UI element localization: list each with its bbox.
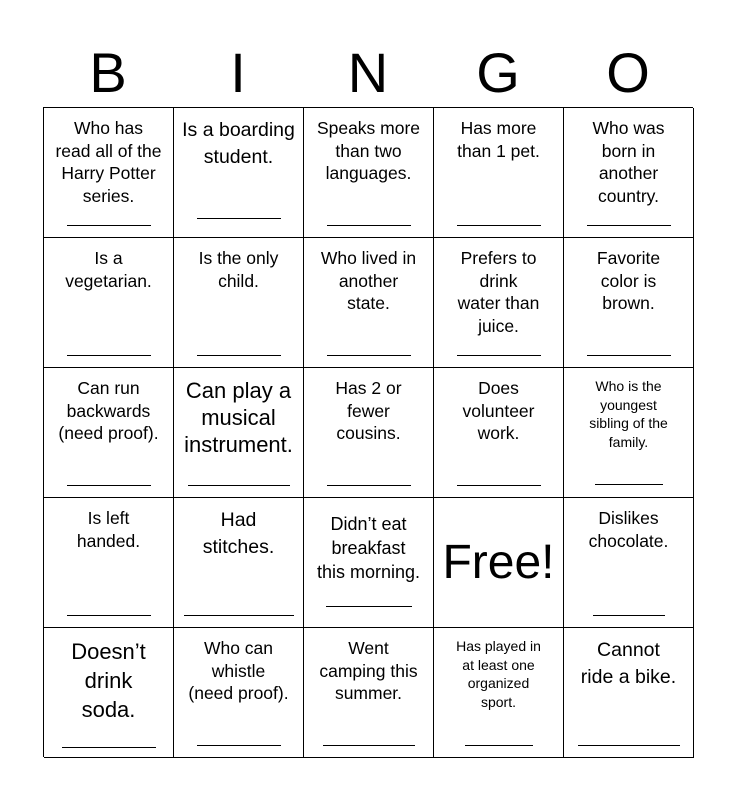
- cell-text: Can run backwards (need proof).: [58, 378, 159, 443]
- bingo-cell-r2c1[interactable]: [44, 238, 174, 368]
- bingo-cell-r5c4[interactable]: [434, 628, 564, 758]
- signature-line[interactable]: [587, 225, 671, 226]
- header-letter-b: B: [89, 41, 127, 104]
- header-letter-i: I: [230, 41, 246, 104]
- cell-text: Went camping this summer.: [319, 638, 418, 703]
- bingo-cell-r3c5[interactable]: [564, 368, 694, 498]
- bingo-cell-r1c5[interactable]: [564, 108, 694, 238]
- signature-line[interactable]: [67, 485, 151, 486]
- cell-text: Can play a musical instrument.: [184, 378, 293, 457]
- signature-line[interactable]: [595, 484, 663, 485]
- bingo-cell-r3c1[interactable]: [44, 368, 174, 498]
- signature-line[interactable]: [327, 225, 411, 226]
- signature-line[interactable]: [465, 745, 533, 746]
- bingo-cell-r2c3[interactable]: [304, 238, 434, 368]
- signature-line[interactable]: [457, 485, 541, 486]
- cell-text: Who has read all of the Harry Potter series.: [55, 118, 162, 206]
- cell-text: Dislikes chocolate.: [588, 508, 669, 551]
- bingo-header: [43, 40, 693, 106]
- bingo-cell-r1c2[interactable]: [174, 108, 304, 238]
- cell-text: Who was born in another country.: [592, 118, 665, 206]
- signature-line[interactable]: [327, 355, 411, 356]
- bingo-cell-r4c3[interactable]: [304, 498, 434, 628]
- signature-line[interactable]: [457, 225, 541, 226]
- bingo-cell-r2c5[interactable]: [564, 238, 694, 368]
- cell-text: Prefers to drink water than juice.: [457, 248, 540, 336]
- header-letter-o: O: [606, 41, 650, 104]
- free-space-label: Free!: [442, 535, 555, 589]
- bingo-grid: [43, 107, 693, 757]
- bingo-cell-r2c2[interactable]: [174, 238, 304, 368]
- bingo-cell-r4c1[interactable]: [44, 498, 174, 628]
- bingo-cell-r5c5[interactable]: [564, 628, 694, 758]
- cell-text: Doesn’t drink soda.: [71, 639, 146, 722]
- signature-line[interactable]: [67, 225, 151, 226]
- header-letter-n: N: [347, 41, 389, 104]
- signature-line[interactable]: [326, 606, 412, 607]
- signature-line[interactable]: [578, 745, 680, 746]
- signature-line[interactable]: [323, 745, 415, 746]
- bingo-cell-r5c2[interactable]: [174, 628, 304, 758]
- bingo-cell-r5c1[interactable]: [44, 628, 174, 758]
- cell-text: Has played in at least one organized sport.: [456, 638, 541, 710]
- signature-line[interactable]: [197, 355, 281, 356]
- cell-text: Is a boarding student.: [182, 119, 295, 168]
- cell-text: Has more than 1 pet.: [457, 118, 540, 161]
- cell-text: Who can whistle (need proof).: [188, 638, 289, 703]
- cell-text: Who lived in another state.: [320, 248, 417, 313]
- cell-text: Has 2 or fewer cousins.: [335, 378, 402, 443]
- bingo-cell-r4c2[interactable]: [174, 498, 304, 628]
- bingo-cell-r4c5[interactable]: [564, 498, 694, 628]
- bingo-cell-r3c2[interactable]: [174, 368, 304, 498]
- cell-text: Favorite color is brown.: [596, 248, 661, 313]
- header-letter-g: G: [476, 41, 520, 104]
- cell-text: Cannot ride a bike.: [580, 639, 677, 688]
- bingo-cell-r3c4[interactable]: [434, 368, 564, 498]
- signature-line[interactable]: [67, 615, 151, 616]
- signature-line[interactable]: [587, 355, 671, 356]
- cell-text: Didn’t eat breakfast this morning.: [316, 514, 421, 582]
- cell-text: Had stitches.: [202, 509, 275, 558]
- signature-line[interactable]: [67, 355, 151, 356]
- bingo-cell-r3c3[interactable]: [304, 368, 434, 498]
- bingo-cell-r1c3[interactable]: [304, 108, 434, 238]
- bingo-cell-r1c1[interactable]: [44, 108, 174, 238]
- signature-line[interactable]: [593, 615, 665, 616]
- bingo-cell-r1c4[interactable]: [434, 108, 564, 238]
- signature-line[interactable]: [327, 485, 411, 486]
- signature-line[interactable]: [188, 485, 290, 486]
- cell-text: Does volunteer work.: [462, 378, 535, 443]
- signature-line[interactable]: [197, 745, 281, 746]
- signature-line[interactable]: [184, 615, 294, 616]
- signature-line[interactable]: [62, 747, 156, 748]
- cell-text: Speaks more than two languages.: [316, 118, 421, 183]
- cell-text: Is a vegetarian.: [65, 248, 152, 291]
- bingo-cell-free[interactable]: [434, 498, 564, 628]
- bingo-cell-r5c3[interactable]: [304, 628, 434, 758]
- signature-line[interactable]: [197, 218, 281, 219]
- bingo-cell-r2c4[interactable]: [434, 238, 564, 368]
- cell-text: Who is the youngest sibling of the family.: [589, 378, 668, 450]
- signature-line[interactable]: [457, 355, 541, 356]
- cell-text: Is the only child.: [198, 248, 279, 291]
- cell-text: Is left handed.: [76, 508, 141, 551]
